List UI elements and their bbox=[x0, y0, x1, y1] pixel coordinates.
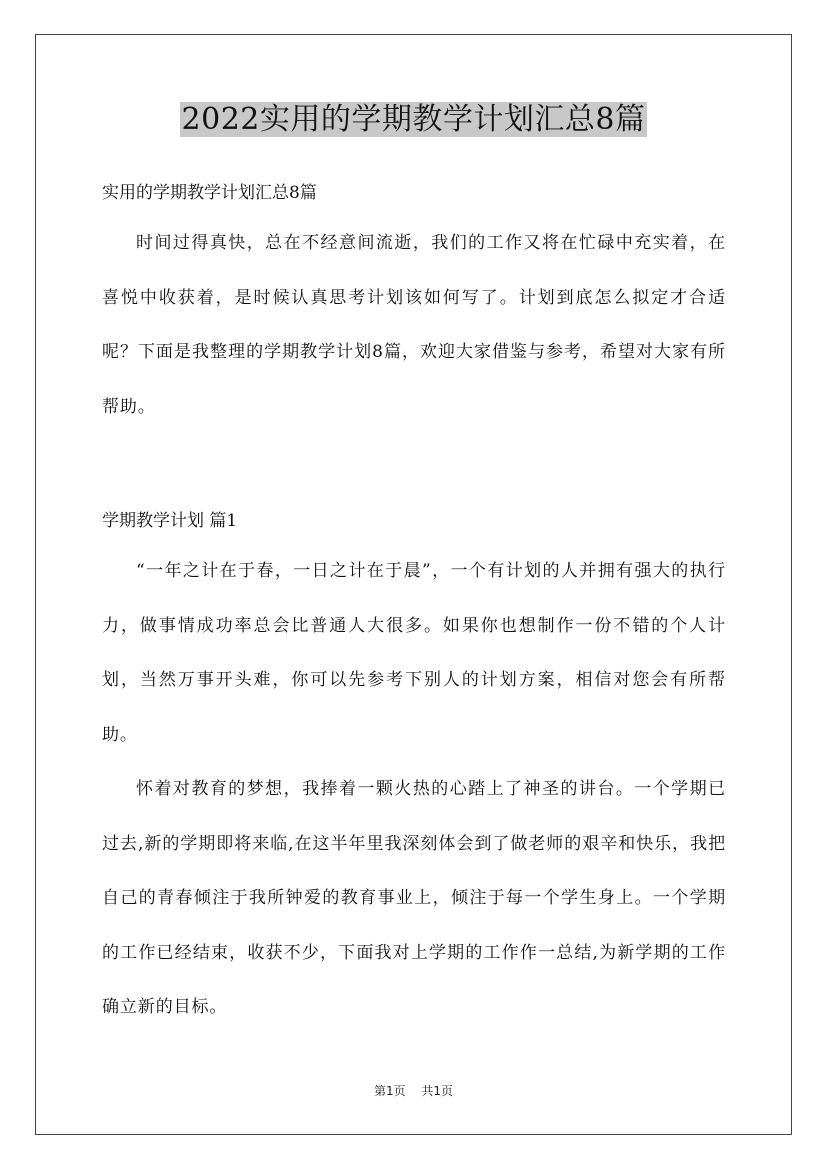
document-title bbox=[0, 98, 827, 142]
section-paragraph-2: 怀着对教育的梦想，我捧着一颗火热的心踏上了神圣的讲台。一个学期已过去,新的学期即将来临,在这半年里我深刻体会到了做老师的艰辛和快乐，我把自己的青春倾注于我所钟爱的教育事业上，倾注于每一个学生身上。一个学期的工作已经结束，收获不少，下面我对上学期的工作作一总结,为新学期的工作确立新的目标。 bbox=[102, 779, 726, 1017]
spacer bbox=[102, 434, 726, 498]
page-total: 共1页 bbox=[421, 1084, 454, 1098]
page-number: 第1页 bbox=[373, 1084, 406, 1098]
page-footer bbox=[0, 1082, 827, 1099]
document-title-text: 2022实用的学期教学计划汇总8篇 bbox=[181, 102, 646, 137]
section-paragraph-1: “一年之计在于春，一日之计在于晨”，一个有计划的人并拥有强大的执行力，做事情成功率总会比普通人大很多。如果你也想制作一份不错的个人计划，当然万事开头难，你可以先参考下别人的计划方案，相信对您会有所帮助。 bbox=[102, 561, 726, 745]
document-subtitle: 实用的学期教学计划汇总8篇 bbox=[102, 183, 317, 203]
section-heading: 学期教学计划 篇1 bbox=[102, 511, 238, 531]
intro-paragraph: 时间过得真快，总在不经意间流逝，我们的工作又将在忙碌中充实着，在喜悦中收获着，是时候认真思考计划该如何写了。计划到底怎么拟定才合适呢？下面是我整理的学期教学计划8篇，欢迎大家借鉴与参考，希望对大家有所帮助。 bbox=[102, 233, 726, 417]
document-body bbox=[102, 170, 726, 1035]
